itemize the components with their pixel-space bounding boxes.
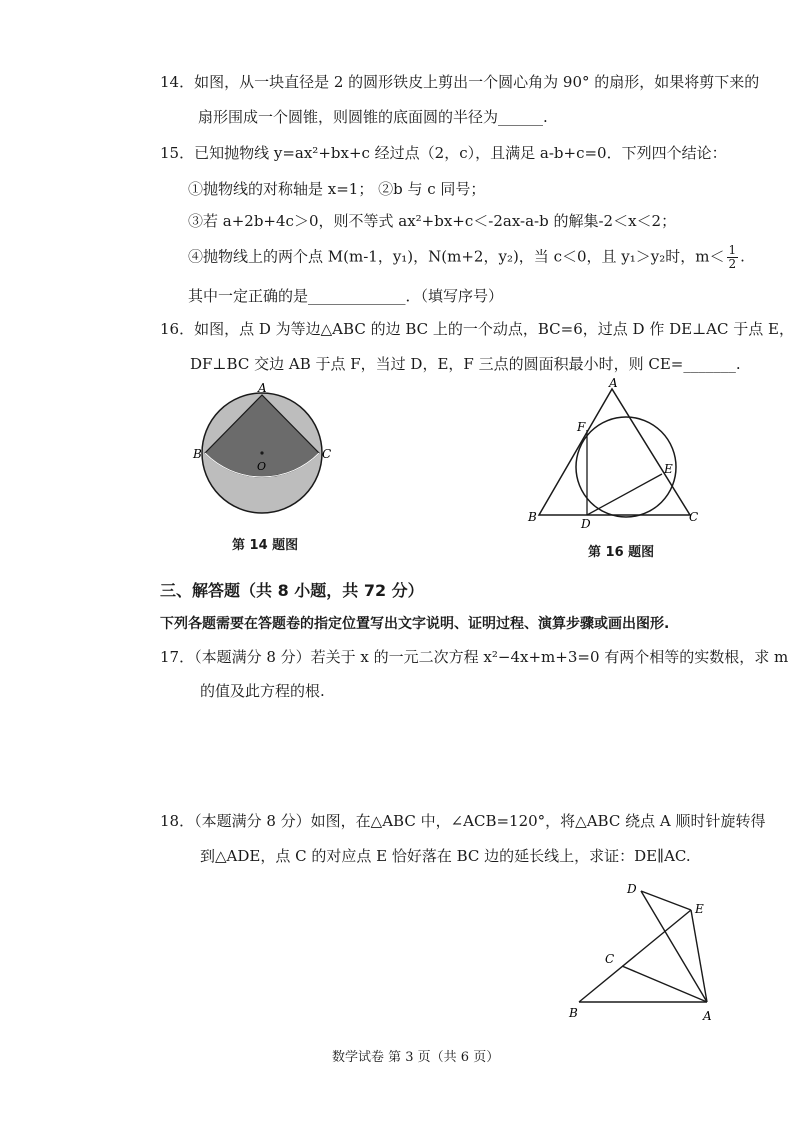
fig18-label-a: A [703,1009,712,1023]
fig18-label-b: B [569,1006,578,1020]
q16-line2: DF⊥BC 交边 AB 于点 F，当过 D，E，F 三点的圆面积最小时，则 CE=_______. [190,355,741,373]
figure-16 [525,375,705,535]
fig16-label-e: E [664,462,673,476]
fig18-label-e: E [695,902,704,916]
section3-instruction: 下列各题需要在答题卷的指定位置写出文字说明、证明过程、演算步骤或画出图形. [160,616,670,632]
fig18-segment-de [641,891,691,910]
q17-line1: 17．（本题满分 8 分）若关于 x 的一元二次方程 x²−4x+m+3=0 有两个相等的实数根，求 m [160,648,789,666]
fig16-segment-de [587,474,662,515]
fig18-segment-ca [622,966,707,1002]
fig14-label-c: C [322,447,332,461]
figure-14 [185,378,345,518]
fig18-label-d: D [627,882,637,896]
q15-line5: 其中一定正确的是_____________．（填写序号） [188,287,504,305]
q15-frac-den: 2 [728,257,737,271]
fig16-caption: 第 16 题图 [588,545,655,560]
q15-frac-num: 1 [728,243,737,257]
fig16-label-b: B [528,510,537,524]
q15-line4-end: . [740,247,745,266]
fig16-label-d: D [581,517,591,531]
q15-line1: 15．已知抛物线 y=ax²+bx+c 经过点（2，c），且满足 a-b+c=0．下列四个结论： [160,144,727,162]
q15-line3: ③若 a+2b+4c＞0，则不等式 ax²+bx+c＜-2ax-a-b 的解集-2＜x＜2； [188,212,677,230]
fig18-label-c: C [605,952,615,966]
fig16-label-c: C [689,510,699,524]
q14-line1: 14．如图，从一块直径是 2 的圆形铁皮上剪出一个圆心角为 90° 的扇形，如果将剪下来的 [160,73,760,91]
q17-line2: 的值及此方程的根. [200,682,325,700]
fig14-label-b: B [193,447,202,461]
page-footer: 数学试卷 第 3 页（共 6 页） [332,1050,500,1065]
q18-line2: 到△ADE，点 C 的对应点 E 恰好落在 BC 边的延长线上，求证：DE∥AC. [200,847,691,865]
section3-title: 三、解答题（共 8 小题，共 72 分） [160,581,424,600]
q15-line4-text: ④抛物线上的两个点 M(m-1，y₁)，N(m+2，y₂)，当 c＜0，且 y₁＞y₂时，m＜ [188,247,725,266]
q18-line1: 18．（本题满分 8 分）如图，在△ABC 中，∠ACB=120°，将△ABC 绕点 A 顺时针旋转得 [160,812,766,830]
fig16-label-a: A [609,376,618,390]
fig14-caption: 第 14 题图 [232,538,299,553]
fig14-center-dot [260,451,263,454]
fig14-label-a: A [258,381,267,395]
q15-line2: ①抛物线的对称轴是 x=1； ②b 与 c 同号； [188,180,486,198]
q14-line2: 扇形围成一个圆锥，则圆锥的底面圆的半径为______. [198,108,548,126]
q16-line1: 16．如图，点 D 为等边△ABC 的边 BC 上的一个动点，BC=6，过点 D 作 DE⊥AC 于点 E， [160,320,794,338]
fig16-label-f: F [577,420,586,434]
q15-line4 [188,244,745,271]
q15-fraction [727,244,739,271]
figure-18 [565,875,725,1025]
fig14-label-o: O [257,460,267,473]
